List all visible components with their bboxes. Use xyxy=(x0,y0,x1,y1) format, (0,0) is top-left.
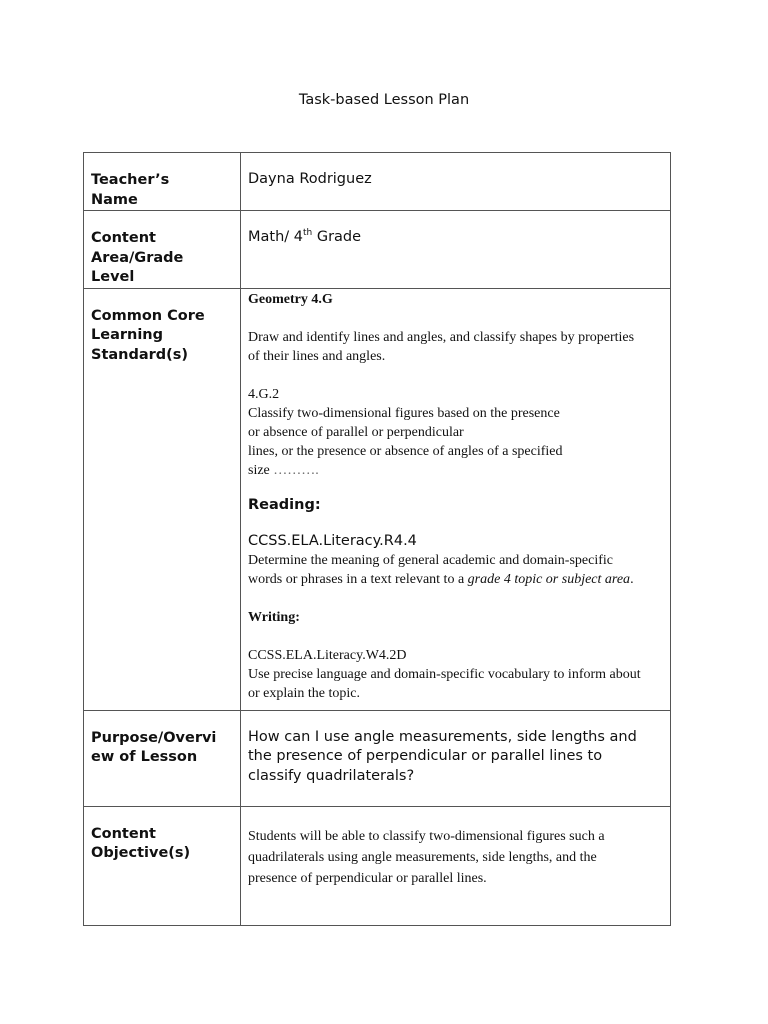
standard-code-4g2: 4.G.2 xyxy=(248,386,280,402)
writing-description-line: or explain the topic. xyxy=(248,685,360,701)
standard-4g2-line: Classify two-dimensional figures based on the presence xyxy=(248,405,560,421)
standard-4g2-line: lines, or the presence or absence of angles of a specified xyxy=(248,443,563,459)
writing-description-line: Use precise language and domain-specific vocabulary to inform about xyxy=(248,666,641,682)
reading-code: CCSS.ELA.Literacy.R4.4 xyxy=(248,532,417,549)
standards-label-line: Common Core xyxy=(91,307,205,324)
objective-label xyxy=(84,806,241,925)
purpose-label-line: ew of Lesson xyxy=(91,749,198,765)
purpose-text-line: How can I use angle measurements, side lengths and xyxy=(248,728,637,745)
objective-text-line: Students will be able to classify two-dimensional figures such a xyxy=(248,828,605,844)
grade-word: Grade xyxy=(312,229,362,245)
standards-label xyxy=(84,288,241,710)
writing-heading: Writing: xyxy=(248,609,300,625)
standards-cell xyxy=(241,288,671,710)
purpose-label-line: Purpose/Overvi xyxy=(91,729,217,746)
content-area-label-line: Area/Grade xyxy=(91,249,184,266)
table-row-teacher xyxy=(84,153,671,211)
purpose-label xyxy=(84,710,241,806)
standards-label-line: Standard(s) xyxy=(91,346,189,363)
reading-desc-suffix: . xyxy=(630,571,634,587)
table-row-purpose xyxy=(84,710,671,806)
content-area-label xyxy=(84,211,241,289)
content-area-cell xyxy=(241,211,671,289)
standard-4g2-line: or absence of parallel or perpendicular xyxy=(248,424,464,440)
teacher-label-line: Teacher’s xyxy=(91,172,170,188)
table-row-content-area xyxy=(84,211,671,289)
table-row-standards xyxy=(84,288,671,710)
content-area-label-line: Level xyxy=(91,269,135,285)
grade-subject-text: Math/ 4 xyxy=(248,229,303,245)
reading-heading: Reading: xyxy=(248,496,321,513)
purpose-text-line: the presence of perpendicular or parallel lines to xyxy=(248,748,603,764)
objective-label-line: Objective(s) xyxy=(91,845,191,861)
reading-description-line xyxy=(248,570,666,589)
content-area-value xyxy=(248,228,664,248)
lesson-plan-table xyxy=(83,152,671,926)
objective-text-line: presence of perpendicular or parallel lines. xyxy=(248,870,487,886)
purpose-cell xyxy=(241,710,671,806)
teacher-name: Dayna Rodriguez xyxy=(248,171,372,187)
teacher-label xyxy=(84,153,241,211)
standard-4g2-line xyxy=(248,461,666,480)
reading-desc-prefix: words or phrases in a text relevant to a xyxy=(248,571,468,587)
geometry-description-line: Draw and identify lines and angles, and classify shapes by properties xyxy=(248,329,635,345)
teacher-label-line: Name xyxy=(91,191,138,208)
size-word: size xyxy=(248,462,274,478)
grade-ordinal-suffix: th xyxy=(303,228,313,239)
standards-label-line: Learning xyxy=(91,327,164,343)
teacher-name-cell xyxy=(241,153,671,211)
reading-description-line: Determine the meaning of general academic and domain-specific xyxy=(248,552,613,568)
geometry-heading: Geometry 4.G xyxy=(248,291,333,307)
objective-text-line: quadrilaterals using angle measurements, side lengths, and the xyxy=(248,849,597,865)
table-row-objective xyxy=(84,806,671,925)
geometry-description-line: of their lines and angles. xyxy=(248,348,386,364)
content-area-label-line: Content xyxy=(91,230,156,246)
document-title: Task-based Lesson Plan xyxy=(298,92,470,108)
writing-code: CCSS.ELA.Literacy.W4.2D xyxy=(248,647,407,663)
reading-desc-italic: grade 4 topic or subject area xyxy=(467,571,631,587)
objective-label-line: Content xyxy=(91,825,156,842)
ellipsis-text: ………. xyxy=(273,462,319,478)
objective-cell xyxy=(241,806,671,925)
purpose-text-line: classify quadrilaterals? xyxy=(248,767,415,784)
